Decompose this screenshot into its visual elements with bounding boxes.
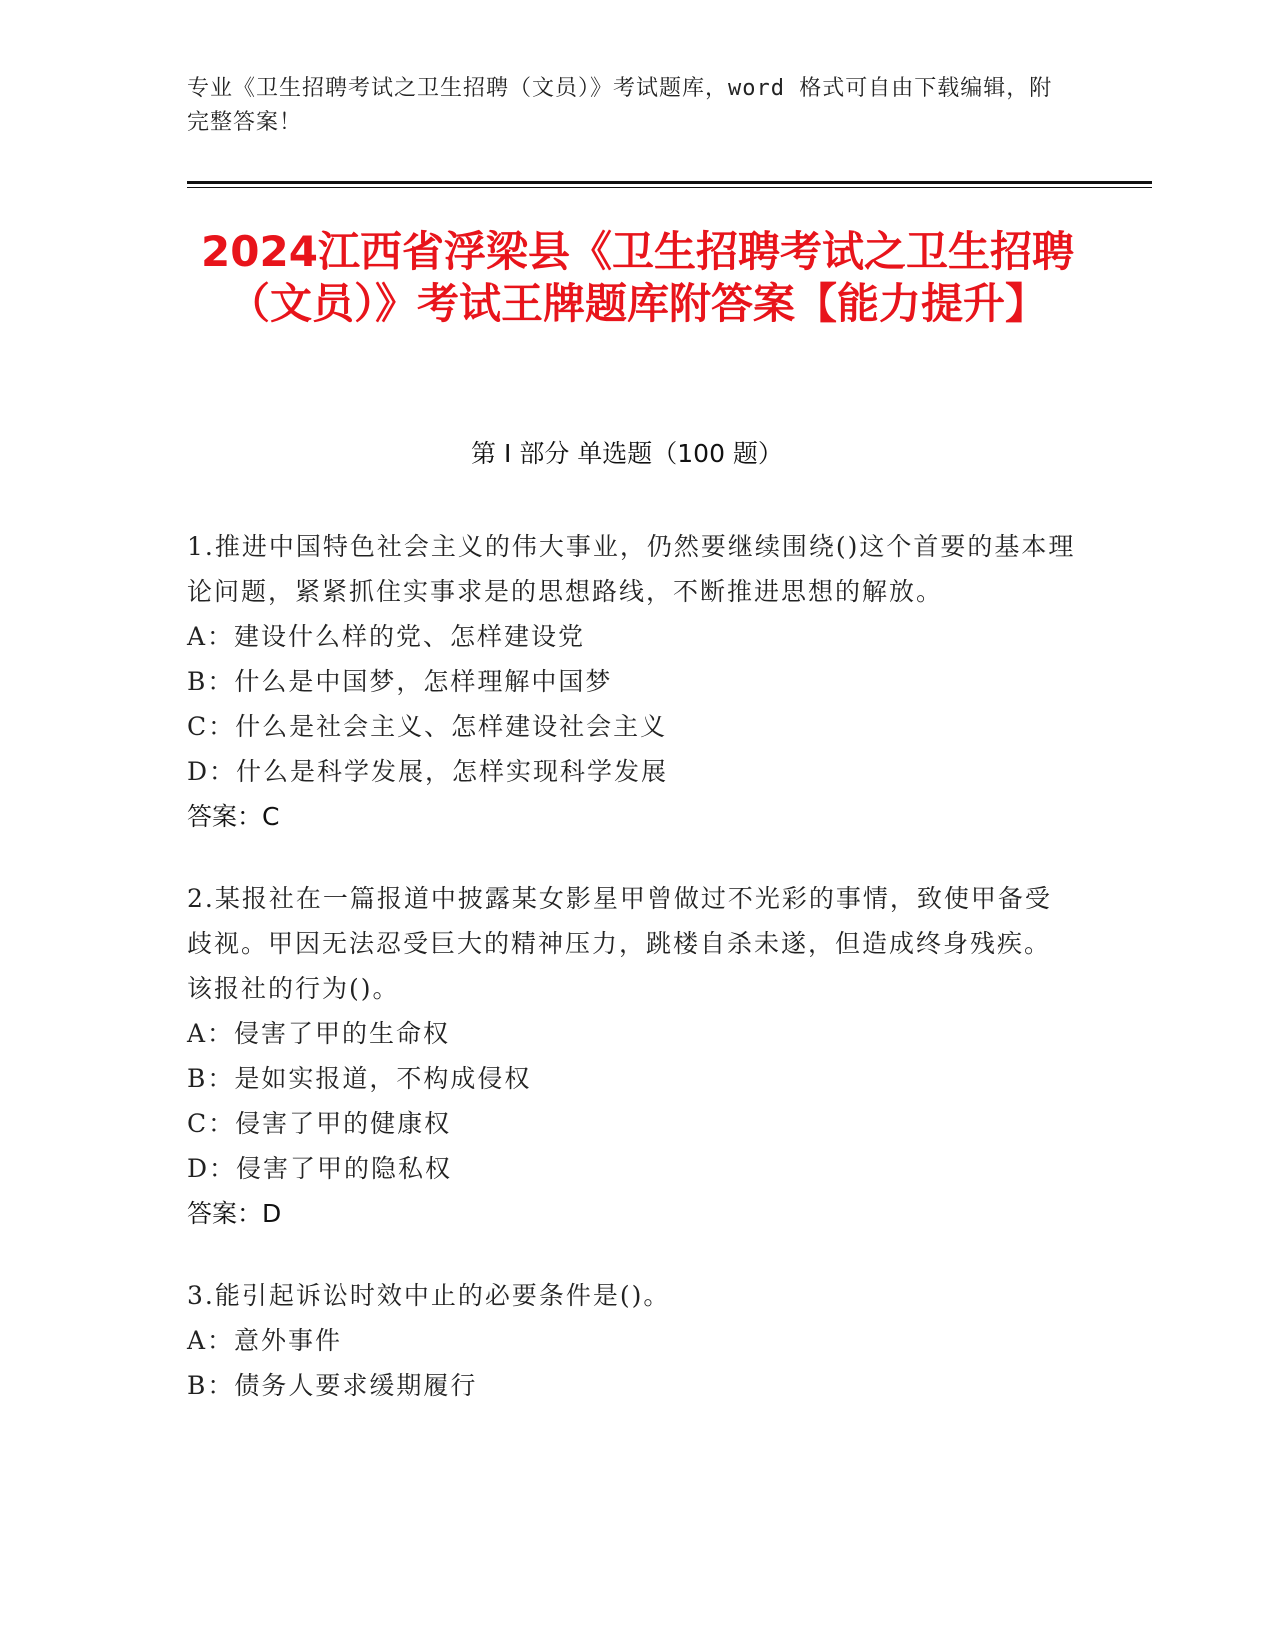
option-d: D：什么是科学发展，怎样实现科学发展 (187, 757, 669, 786)
option-c: C：什么是社会主义、怎样建设社会主义 (187, 712, 668, 741)
option-a: A：侵害了甲的生命权 (187, 1019, 451, 1048)
section-title: 第 I 部分 单选题（100 题） (471, 439, 783, 468)
question-3 (187, 1273, 1077, 1408)
header-note: 专业《卫生招聘考试之卫生招聘（文员）》考试题库，word 格式可自由下载编辑，附完整答案！ (187, 76, 1053, 135)
answer: 答案：D (187, 1199, 282, 1228)
header-rule-thin (187, 187, 1152, 188)
question-stem: 3.能引起诉讼时效中止的必要条件是()。 (187, 1281, 671, 1310)
header-rule-thick (187, 181, 1152, 184)
question-list (187, 524, 1077, 1445)
answer: 答案：C (187, 802, 280, 831)
option-a: A：建设什么样的党、怎样建设党 (187, 622, 586, 651)
question-2 (187, 876, 1077, 1236)
option-b: B：是如实报道，不构成侵权 (187, 1064, 532, 1093)
question-stem: 1.推进中国特色社会主义的伟大事业，仍然要继续围绕()这个首要的基本理论问题，紧紧抓住实事求是的思想路线，不断推进思想的解放。 (187, 532, 1076, 606)
option-d: D：侵害了甲的隐私权 (187, 1154, 453, 1183)
option-a: A：意外事件 (187, 1326, 343, 1355)
document-title: 2024江西省浮梁县《卫生招聘考试之卫生招聘（文员）》考试王牌题库附答案【能力提升】 (201, 227, 1074, 328)
option-b: B：债务人要求缓期履行 (187, 1371, 478, 1400)
option-b: B：什么是中国梦，怎样理解中国梦 (187, 667, 613, 696)
option-c: C：侵害了甲的健康权 (187, 1109, 452, 1138)
question-stem: 2.某报社在一篇报道中披露某女影星甲曾做过不光彩的事情，致使甲备受歧视。甲因无法忍受巨大的精神压力，跳楼自杀未遂，但造成终身残疾。该报社的行为()。 (187, 884, 1052, 1003)
question-1 (187, 524, 1077, 839)
